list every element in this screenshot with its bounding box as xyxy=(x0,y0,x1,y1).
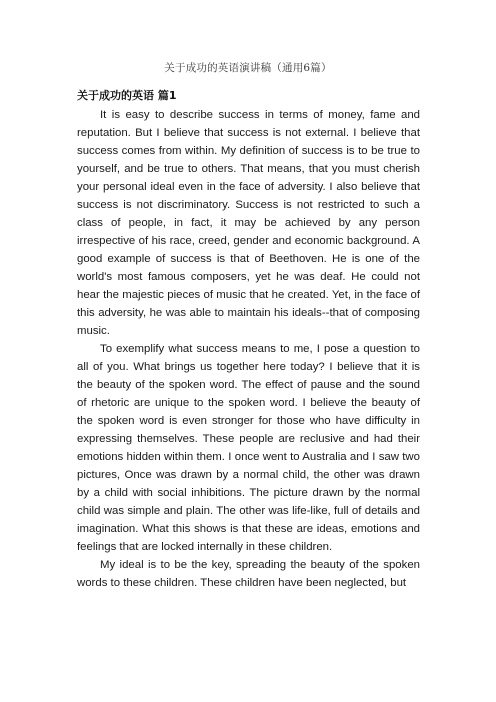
paragraph: My ideal is to be the key, spreading the beauty of the spoken words to these children. These children have been neglected, but xyxy=(77,559,420,589)
section-title: 关于成功的英语 篇1 xyxy=(77,89,177,102)
article-body xyxy=(77,87,420,592)
paragraph: It is easy to describe success in terms of money, fame and reputation. But I believe that success is not external. I believe that success comes from within. My definition of success is to be true to yourself, and be true to others. That means, that you must cherish your personal ideal even in the face of adversity. I also believe that success is not discriminatory. Success is not restricted to such a class of people, in fact, it may be achieved by any person irrespective of his race, creed, gender and economic background. A good example of success is that of Beethoven. He is one of the world's most famous composers, yet he was deaf. He could not hear the majestic pieces of music that he created. Yet, in the face of this adversity, he was able to maintain his ideals--that of composing music. xyxy=(77,109,420,337)
paragraph: To exemplify what success means to me, I pose a question to all of you. What brings us together here today? I believe that it is the beauty of the spoken word. The effect of pause and the sound of rhetoric are unique to the spoken word. I believe the beauty of the spoken word is even stronger for those who have difficulty in expressing themselves. These people are reclusive and had their emotions hidden within them. I once went to Australia and I saw two pictures, Once was drawn by a normal child, the other was drawn by a child with social inhibitions. The picture drawn by the normal child was simple and plain. The other was life-like, full of details and imagination. What this shows is that these are ideas, emotions and feelings that are locked internally in these children. xyxy=(77,343,420,553)
running-header: 关于成功的英语演讲稿（通用6篇） xyxy=(164,62,332,74)
